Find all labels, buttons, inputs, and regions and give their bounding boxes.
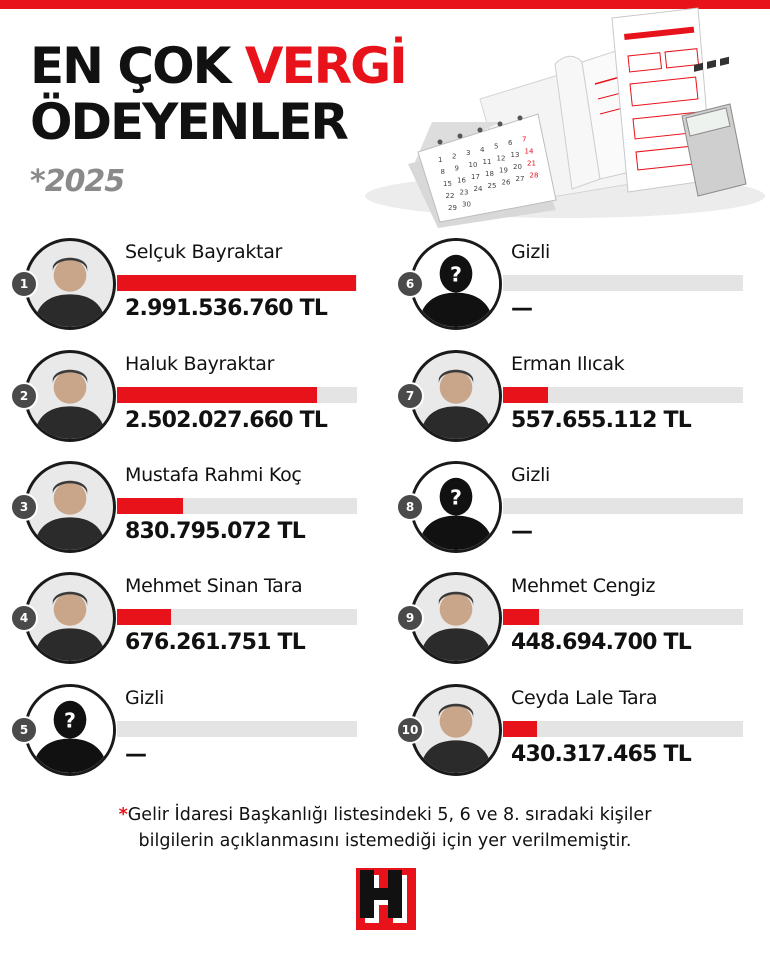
bar-fill <box>503 387 548 403</box>
calendar-day: 29 <box>448 204 457 212</box>
calendar-day: 12 <box>496 154 506 163</box>
calendar-day: 9 <box>454 164 459 173</box>
bar-track <box>503 387 743 403</box>
calendar-day: 15 <box>443 180 452 188</box>
calendar-day: 3 <box>466 149 471 158</box>
ranking-item <box>396 461 741 556</box>
bar-track <box>503 275 743 291</box>
year-label: *2025 <box>30 164 125 199</box>
ranking-item <box>396 684 741 779</box>
calendar-day: 28 <box>529 171 539 180</box>
bar-track <box>503 609 743 625</box>
calendar-day: 11 <box>482 157 492 166</box>
calendar-day: 19 <box>499 166 508 175</box>
rank-badge: 1 <box>10 270 38 298</box>
person-name: Selçuk Bayraktar <box>125 241 283 263</box>
footnote-line-2: bilgilerin açıklanmasını istemediği için yer verilmemiştir. <box>138 831 632 851</box>
bar-fill <box>117 609 171 625</box>
rank-badge: 4 <box>10 604 38 632</box>
calendar-day: 13 <box>510 151 520 159</box>
rank-badge: 6 <box>396 270 424 298</box>
person-name: Haluk Bayraktar <box>125 353 275 375</box>
calendar-day: 14 <box>524 147 534 156</box>
calendar-day: 1 <box>438 156 443 164</box>
bar-fill <box>503 721 537 737</box>
footnote-star: * <box>118 805 128 825</box>
calendar-day: 16 <box>457 176 466 185</box>
title-line-1 <box>30 38 406 94</box>
calendar-day: 17 <box>471 173 480 182</box>
svg-text:?: ? <box>64 708 76 733</box>
ranking-item <box>10 572 355 667</box>
person-name: Gizli <box>511 241 551 263</box>
title-part-1: EN ÇOK <box>30 37 245 95</box>
person-name: Gizli <box>125 687 165 709</box>
bar-fill <box>503 609 539 625</box>
bar-track <box>503 721 743 737</box>
tax-amount-label: 830.795.072 TL <box>125 519 305 544</box>
person-name: Mehmet Sinan Tara <box>125 575 303 597</box>
person-name: Ceyda Lale Tara <box>511 687 658 709</box>
calendar-day: 2 <box>452 152 457 161</box>
person-name: Erman Ilıcak <box>511 353 625 375</box>
rank-badge: 5 <box>10 716 38 744</box>
page-title <box>30 38 406 150</box>
calendar-day: 27 <box>515 175 525 183</box>
tax-amount-label: 2.502.027.660 TL <box>125 408 328 433</box>
footnote-line-1 <box>0 802 770 828</box>
tax-amount-label: 557.655.112 TL <box>511 408 691 433</box>
bar-fill <box>117 498 183 514</box>
tax-amount-label: — <box>125 742 147 767</box>
ranking-item <box>10 350 355 445</box>
ranking-item <box>396 572 741 667</box>
calendar-day: 30 <box>462 200 471 209</box>
tax-amount-label: — <box>511 519 533 544</box>
tax-amount-label: — <box>511 296 533 321</box>
tax-amount-label: 430.317.465 TL <box>511 742 691 767</box>
rank-badge: 2 <box>10 382 38 410</box>
title-part-2: VERGİ <box>244 37 406 95</box>
person-name: Mehmet Cengiz <box>511 575 656 597</box>
calendar-icon <box>408 114 556 228</box>
bar-track <box>117 387 357 403</box>
title-line-2: ÖDEYENLER <box>30 93 347 151</box>
bar-track <box>117 498 357 514</box>
tax-amount-label: 448.694.700 TL <box>511 630 691 655</box>
calendar-day: 26 <box>501 178 511 187</box>
ranking-item <box>396 350 741 445</box>
calendar-day: 18 <box>485 169 494 178</box>
calendar-day: 21 <box>527 159 536 168</box>
calendar-day: 24 <box>473 185 483 194</box>
ranking-item <box>10 461 355 556</box>
rank-badge: 3 <box>10 493 38 521</box>
bar-fill <box>117 275 356 291</box>
tax-amount-label: 2.991.536.760 TL <box>125 296 328 321</box>
calendar-day: 10 <box>468 161 478 170</box>
calendar-day: 20 <box>513 163 522 171</box>
footnote <box>0 802 770 854</box>
footnote-text-1: Gelir İdaresi Başkanlığı listesindeki 5, 6 ve 8. sıradaki kişiler <box>127 805 652 825</box>
svg-text:?: ? <box>450 262 462 287</box>
tax-documents-illustration <box>360 4 770 230</box>
calendar-day: 8 <box>440 168 445 176</box>
bar-track <box>117 609 357 625</box>
person-name: Gizli <box>511 464 551 486</box>
bar-fill <box>117 387 317 403</box>
bar-track <box>117 721 357 737</box>
calendar-day: 7 <box>522 135 527 144</box>
calendar-day: 4 <box>480 145 485 154</box>
calendar-day: 23 <box>459 188 469 197</box>
rank-badge: 8 <box>396 493 424 521</box>
rank-badge: 9 <box>396 604 424 632</box>
calendar-day: 22 <box>445 192 455 200</box>
bar-track <box>117 275 357 291</box>
bar-track <box>503 498 743 514</box>
tax-amount-label: 676.261.751 TL <box>125 630 305 655</box>
ranking-item <box>10 238 355 333</box>
rank-badge: 10 <box>396 716 424 744</box>
calendar-day: 25 <box>487 181 497 190</box>
h-logo-icon <box>356 868 416 930</box>
svg-text:?: ? <box>450 485 462 510</box>
calendar-day: 5 <box>494 142 499 151</box>
person-name: Mustafa Rahmi Koç <box>125 464 302 486</box>
ranking-item <box>10 684 355 779</box>
rank-badge: 7 <box>396 382 424 410</box>
calendar-day: 6 <box>508 139 513 147</box>
ranking-item <box>396 238 741 333</box>
